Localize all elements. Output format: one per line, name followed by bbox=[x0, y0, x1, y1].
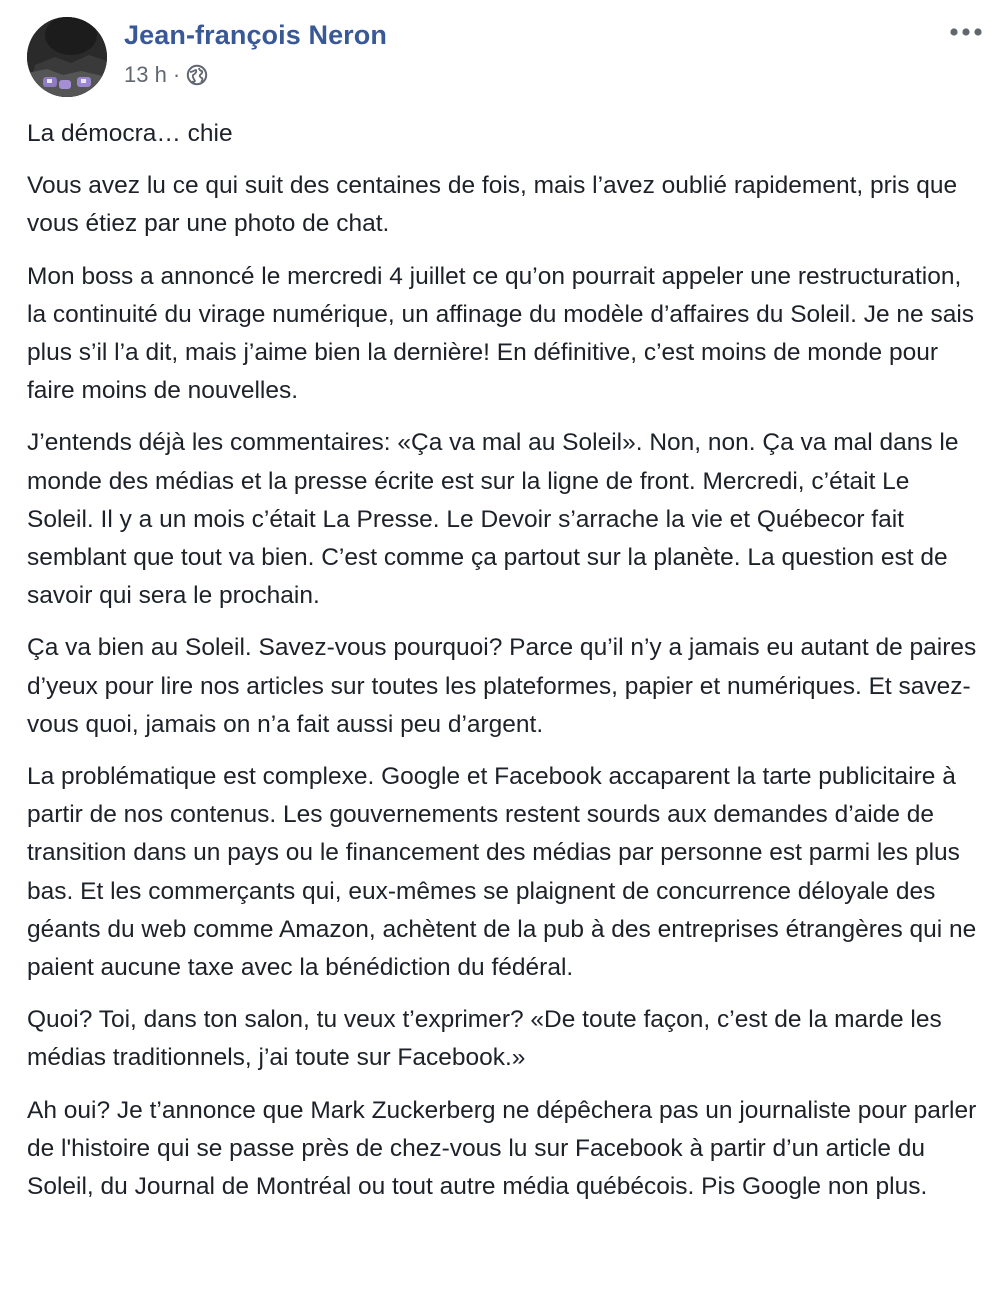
avatar-photo bbox=[27, 17, 107, 97]
post-paragraph: Mon boss a annoncé le mercredi 4 juillet ce qu’on pourrait appeler une restructuration, la continuité du virage numérique, un affinage du modèle d’affaires du Soleil. Je ne sais plus s’il l’a dit, mais j’aime bien la dernière! En définitive, c’est moins de monde pour faire moins de nouvelles. bbox=[27, 262, 975, 405]
post-body bbox=[27, 115, 982, 1220]
author-name[interactable]: Jean-françois Neron bbox=[124, 20, 387, 50]
post-paragraph: Ça va bien au Soleil. Savez-vous pourquoi? Parce qu’il n’y a jamais eu autant de paires d’yeux pour lire nos articles sur toutes les plateformes, papier et numériques. Et savez-vous quoi, jamais on n’a fait aussi peu d’argent. bbox=[27, 634, 977, 738]
author-avatar[interactable] bbox=[27, 17, 107, 97]
globe-icon[interactable] bbox=[186, 64, 208, 86]
post-paragraph: Ah oui? Je t’annonce que Mark Zuckerberg ne dépêchera pas un journaliste pour parler de l'histoire qui se passe près de chez-vous lu sur Facebook à partir d’un article du Soleil, du Journal de Montréal ou tout autre média québécois. Pis Google non plus. bbox=[27, 1096, 977, 1201]
meta-separator: · bbox=[172, 62, 181, 87]
post-paragraph: La démocra… chie bbox=[27, 120, 233, 147]
post-paragraph: Quoi? Toi, dans ton salon, tu veux t’exprimer? «De toute façon, c’est de la marde les médias traditionnels, j’ai toute sur Facebook.» bbox=[27, 1006, 942, 1072]
more-options-icon[interactable] bbox=[948, 22, 984, 42]
post-paragraph: La problématique est complexe. Google et Facebook accaparent la tarte publicitaire à partir de nos contenus. Les gouvernements restent sourds aux demandes d’aide de transition dans un pays ou le financement des médias par personne est parmi les plus bas. Et les commerçants qui, eux-mêmes se plaignent de concurrence déloyale des géants du web comme Amazon, achètent de la pub à des entreprises étrangères qui ne paient aucune taxe avec la bénédiction du fédéral. bbox=[27, 763, 977, 982]
post-paragraph: J’entends déjà les commentaires: «Ça va mal au Soleil». Non, non. Ça va mal dans le monde des médias et la presse écrite est sur la ligne de front. Mercredi, c’était Le Soleil. Il y a un mois c’était La Presse. Le Devoir s’arrache la vie et Québecor fait semblant que tout va bien. C’est comme ça partout sur la planète. La question est de savoir qui sera le prochain. bbox=[27, 429, 959, 610]
post-timestamp[interactable]: 13 h bbox=[124, 62, 167, 87]
post-paragraph: Vous avez lu ce qui suit des centaines de fois, mais l’avez oublié rapidement, pris que vous étiez par une photo de chat. bbox=[27, 172, 958, 238]
post-meta bbox=[124, 62, 208, 88]
